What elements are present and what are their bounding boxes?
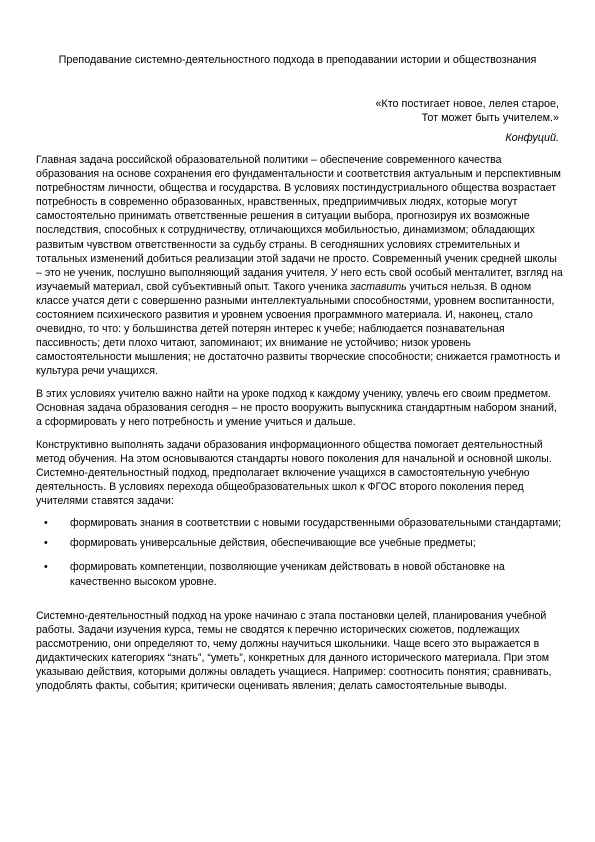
bullet-icon: • xyxy=(44,537,48,550)
bullet-icon: • xyxy=(44,517,48,530)
list-item xyxy=(36,536,564,550)
list-item-text: формировать компетенции, позволяющие ученикам действовать в новой обстановке на качественно высоком уровне. xyxy=(70,561,505,588)
paragraph-1-part-a: Главная задача российской образовательной политики – обеспечение современного качества образования на основе сохранения его фундаментальности и соответствия актуальным и перспективным потребностям личности, общества и государства. В условиях постиндустриального общества возрастает потребность в современно образованных, нравственных, предприимчивых людях, которые могут самостоятельно принимать ответственные решения в ситуации выбора, прогнозируя их возможные последствия, способных к сотрудничеству, отличающихся мобильностью, динамизмом; обладающих развитым чувством ответственности за судьбу страны. В сегодняшних условиях стремительных и тотальных изменений добиться реализации этой задачи не просто. Современный ученик средней школы – это не ученик, послушно выполняющий задания учителя. У него есть свой особый менталитет, взгляд на изучаемый материал, свой субъективный опыт. Такого ученика xyxy=(36,154,563,293)
document-body xyxy=(36,153,564,701)
bullet-icon: • xyxy=(44,561,48,574)
paragraph-1-emphasis: заставить xyxy=(350,280,407,293)
epigraph-line-2: Тот может быть учителем.» xyxy=(421,112,559,124)
epigraph-author: Конфуций. xyxy=(505,132,559,144)
list-item xyxy=(36,560,564,588)
paragraph-3: Конструктивно выполнять задачи образования информационного общества помогает деятельностный метод обучения. На этом основываются стандарты нового поколения для начальной и основной школы. Системно-деятельностный подход, предполагает включение учащихся в самостоятельную учебную деятельность. В условиях перехода общеобразовательных школ к ФГОС второго поколения перед учителями ставятся задачи: xyxy=(36,438,552,508)
document-title: Преподавание системно-деятельностного подхода в преподавании истории и обществознания xyxy=(58,54,537,66)
epigraph-line-1: «Кто постигает новое, лелея старое, xyxy=(375,98,559,110)
list-item-text: формировать универсальные действия, обеспечивающие все учебные предметы; xyxy=(70,537,476,550)
epigraph xyxy=(259,97,559,125)
task-list xyxy=(36,516,564,588)
list-item xyxy=(36,516,564,530)
list-item-text: формировать знания в соответствии с новыми государственными образовательными стандартами; xyxy=(70,517,562,530)
paragraph-1-part-b: учиться нельзя. В одном классе учатся дети с совершенно разными интеллектуальными способностями, уровнем воспитанности, состоянием психического развития и уровнем усвоения программного материала. И, наконец, стало очевидно, то что: у большинства детей потерян интерес к учебе; наблюдается познавательная пассивность; дети плохо читают, запоминают; их внимание не устойчиво; низок уровень самостоятельности мышления; не достаточно развиты творческие способности; снижается грамотность и культура речи учащихся. xyxy=(36,280,561,378)
paragraph-2: В этих условиях учителю важно найти на уроке подход к каждому ученику, увлечь его своим предметом. Основная задача образования сегодня – не просто вооружить выпускника стандартным набором знаний, а сформировать у него потребность и умение учиться и дальше. xyxy=(36,387,557,428)
paragraph-1 xyxy=(36,153,564,379)
paragraph-4: Системно-деятельностный подход на уроке начинаю с этапа постановки целей, планирования учебной работы. Задачи изучения курса, темы не сводятся к перечню исторических сюжетов, подлежащих рассмотрению, они определяют то, чему должны научиться школьники. Чаще всего это выражается в дидактических категориях “знать”, “уметь”, конкретных для данного исторического материала. При этом указываю действия, которыми должны овладеть учащиеся. Например: соотносить понятия; сравнивать, уподоблять факты, события; критически оценивать явления; делать самостоятельные выводы. xyxy=(36,609,552,693)
